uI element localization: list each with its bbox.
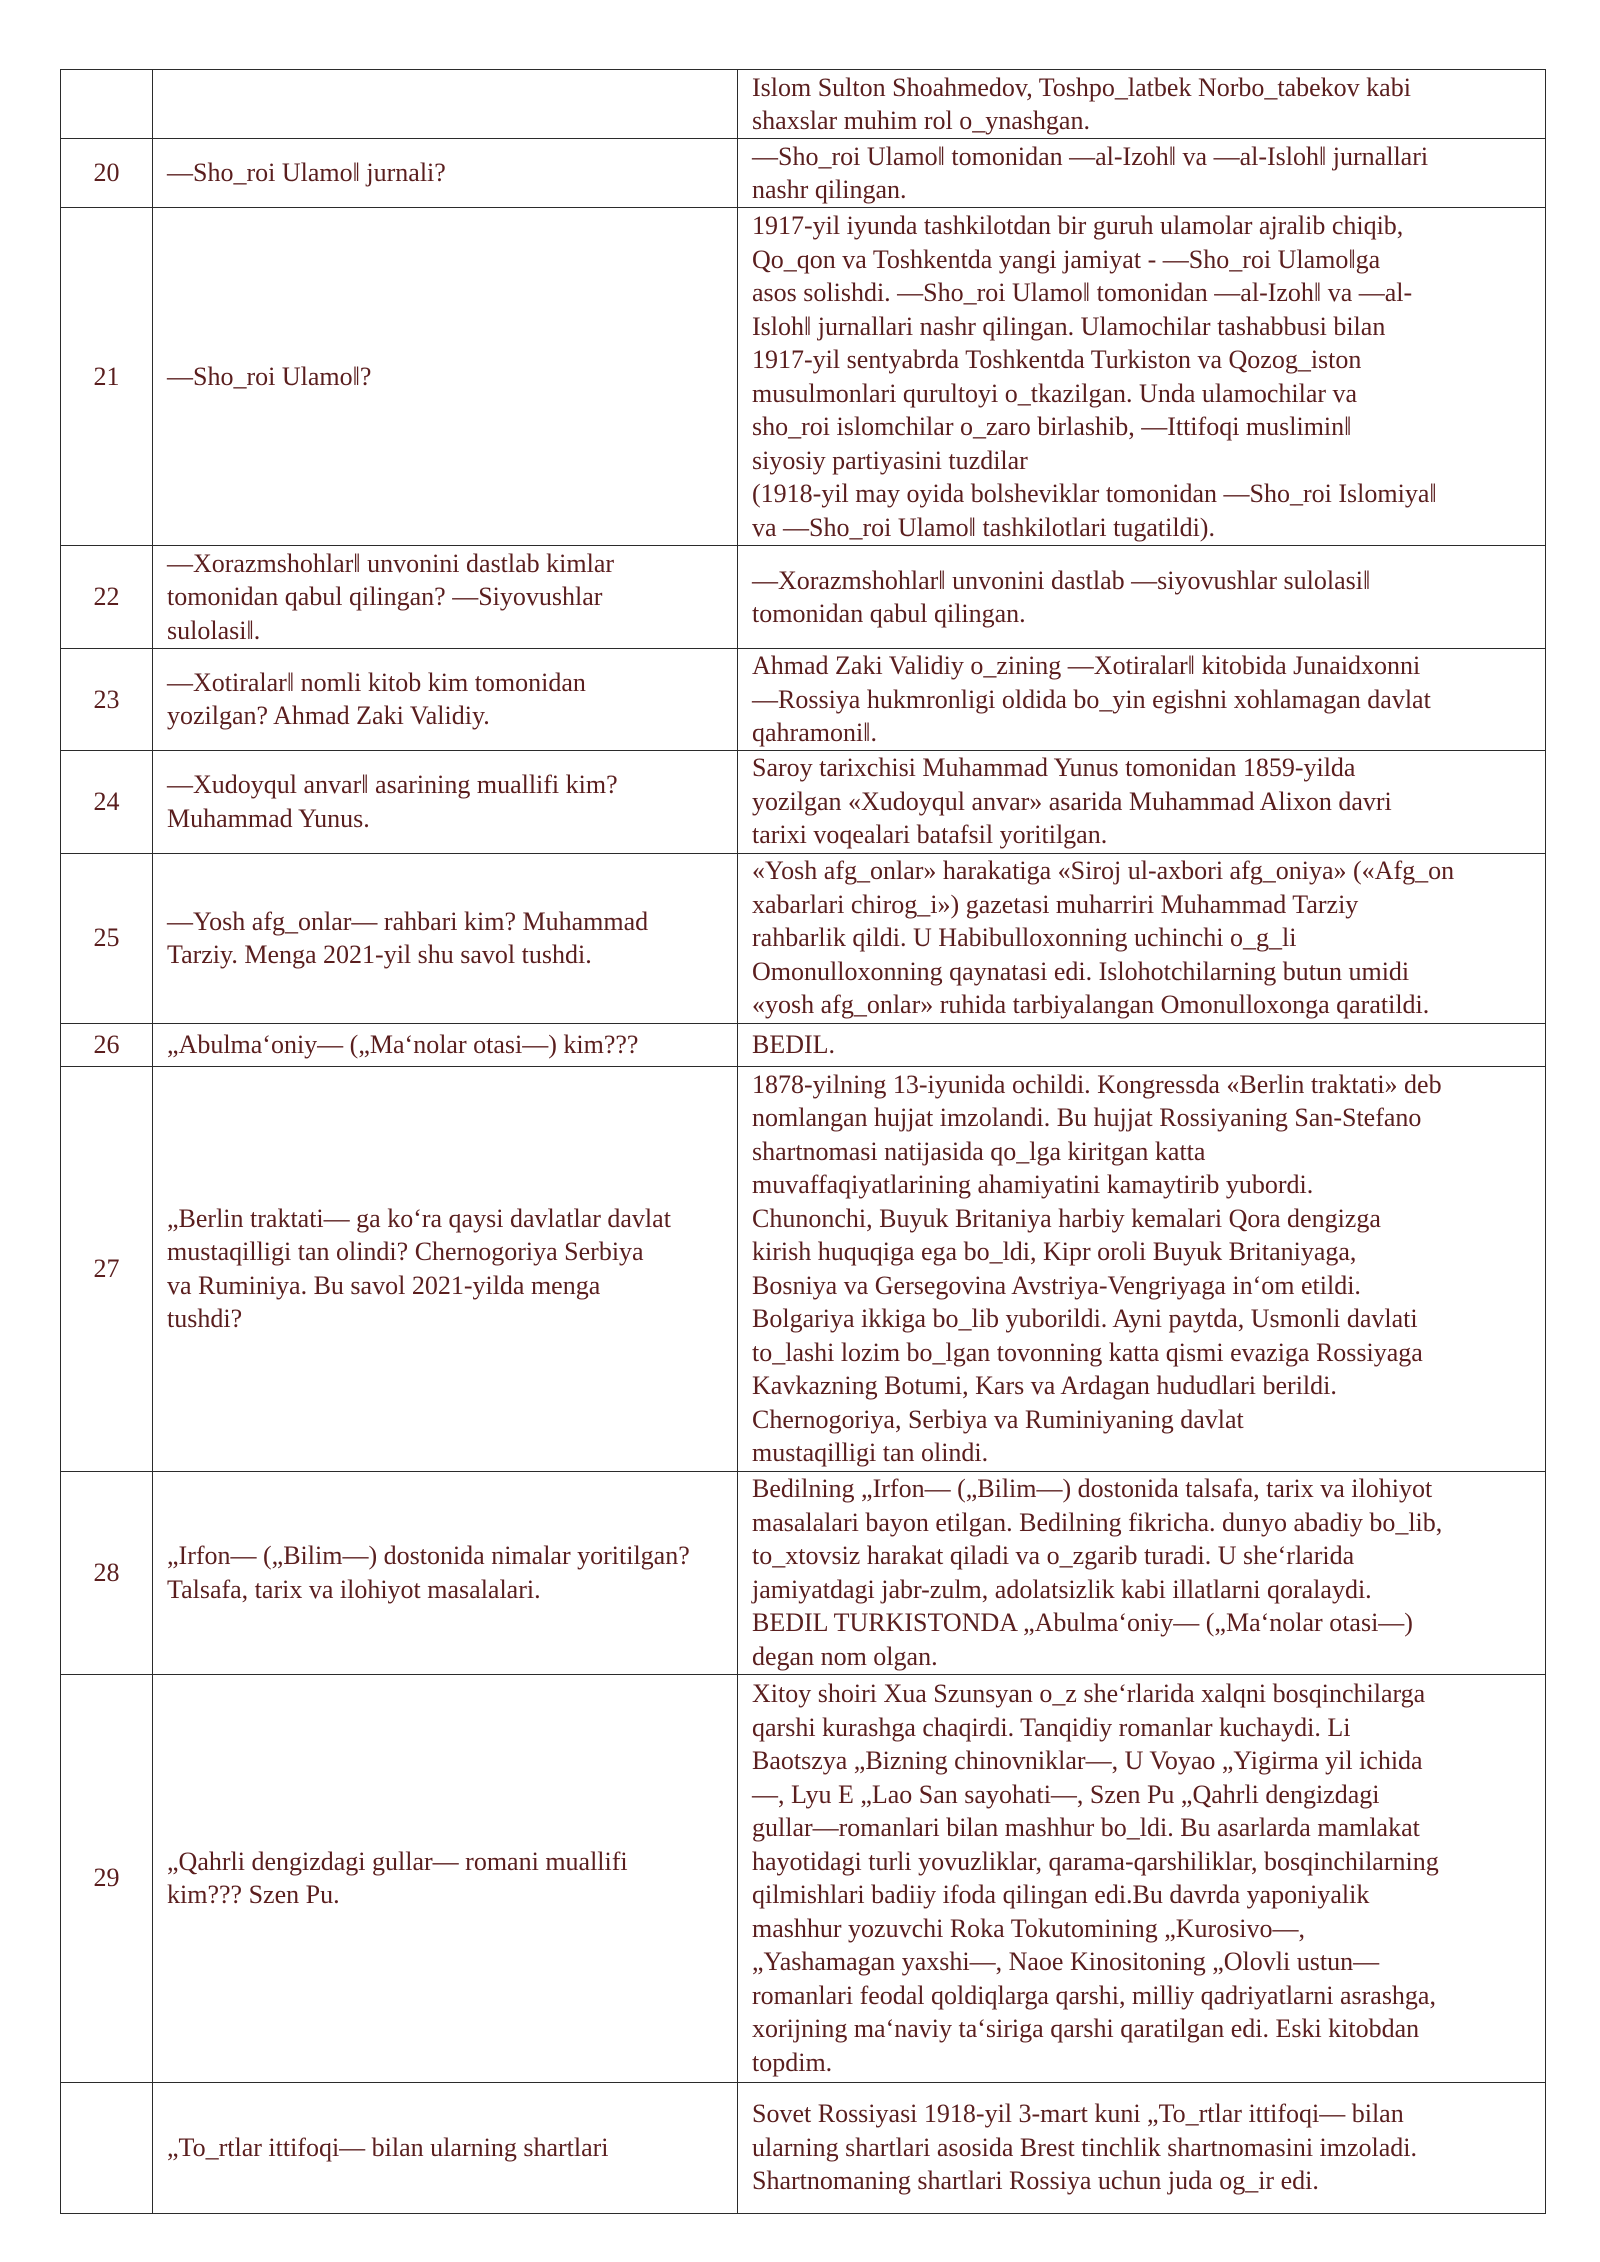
answer-cell: Ahmad Zaki Validiy o_zining —Xotiralar‖ kitobida Junaidxonni —Rossiya hukmronligi oldida bo_yin egishni xohlamagan davlat qahramoni‖. xyxy=(738,649,1546,751)
table-row xyxy=(61,208,1546,546)
table-row xyxy=(61,750,1546,853)
row-number: 29 xyxy=(61,1674,153,2082)
table-row xyxy=(61,1023,1546,1066)
question-cell: —Xorazmshohlar‖ unvonini dastlab kimlar tomonidan qabul qilingan? —Siyovushlar sulolasi‖. xyxy=(153,546,738,649)
table-row xyxy=(61,546,1546,649)
table-row xyxy=(61,649,1546,751)
table-row xyxy=(61,1066,1546,1471)
row-number xyxy=(61,2082,153,2213)
answer-cell: Xitoy shoiri Xua Szunsyan o_z she‘rlarida xalqni bosqinchilarga qarshi kurashga chaqirdi. Tanqidiy romanlar kuchaydi. Li Baotszya „Bizning chinovniklar—, U Voyao „Yigirma yil ichida —, Lyu E „Lao San sayohati—, Szen Pu „Qahrli dengizdagi gullar—romanlari bilan mashhur bo_ldi. Bu asarlarda mamlakat hayotidagi turli yovuzliklar, qarama-qarshiliklar, bosqinchilarning qilmishlari badiiy ifoda qilingan edi.Bu davrda yaponiyalik mashhur yozuvchi Roka Tokutomining „Kurosivo—, „Yashamagan yaxshi—, Naoe Kinositoning „Olovli ustun— romanlari feodal qoldiqlarga qarshi, milliy qadriyatlarni asrashga, xorijning ma‘naviy ta‘siriga qarshi qaratilgan edi. Eski kitobdan topdim. xyxy=(738,1674,1546,2082)
table-row xyxy=(61,2082,1546,2213)
row-number: 24 xyxy=(61,750,153,853)
row-number: 26 xyxy=(61,1023,153,1066)
row-number: 21 xyxy=(61,208,153,546)
table-row xyxy=(61,1471,1546,1674)
row-number: 20 xyxy=(61,139,153,208)
question-cell: —Yosh afg_onlar— rahbari kim? Muhammad Tarziy. Menga 2021-yil shu savol tushdi. xyxy=(153,853,738,1023)
table-row xyxy=(61,70,1546,139)
answer-cell: 1917-yil iyunda tashkilotdan bir guruh ulamolar ajralib chiqib, Qo_qon va Toshkentda yangi jamiyat - —Sho_roi Ulamo‖ga asos solishdi. —Sho_roi Ulamo‖ tomonidan —al-Izoh‖ va —al- Isloh‖ jurnallari nashr qilingan. Ulamochilar tashabbusi bilan 1917-yil sentyabrda Toshkentda Turkiston va Qozog_iston musulmonlari qurultoyi o_tkazilgan. Unda ulamochilar va sho_roi islomchilar o_zaro birlashib, —Ittifoqi muslimin‖ siyosiy partiyasini tuzdilar (1918-yil may oyida bolsheviklar tomonidan —Sho_roi Islomiya‖ va —Sho_roi Ulamo‖ tashkilotlari tugatildi). xyxy=(738,208,1546,546)
answer-cell: Islom Sulton Shoahmedov, Toshpo_latbek Norbo_tabekov kabi shaxslar muhim rol o_ynashgan. xyxy=(738,70,1546,139)
row-number: 27 xyxy=(61,1066,153,1471)
row-number xyxy=(61,70,153,139)
row-number: 25 xyxy=(61,853,153,1023)
question-cell: —Xudoyqul anvar‖ asarining muallifi kim? Muhammad Yunus. xyxy=(153,750,738,853)
question-cell: „To_rtlar ittifoqi— bilan ularning shartlari xyxy=(153,2082,738,2213)
question-cell: „Berlin traktati— ga ko‘ra qaysi davlatlar davlat mustaqilligi tan olindi? Chernogoriya Serbiya va Ruminiya. Bu savol 2021-yilda menga tushdi? xyxy=(153,1066,738,1471)
answer-cell: «Yosh afg_onlar» harakatiga «Siroj ul-axbori afg_oniya» («Afg_on xabarlari chirog_i») gazetasi muharriri Muhammad Tarziy rahbarlik qildi. U Habibulloxonning uchinchi o_g_li Omonulloxonning qaynatasi edi. Islohotchilarning butun umidi «yosh afg_onlar» ruhida tarbiyalangan Omonulloxonga qaratildi. xyxy=(738,853,1546,1023)
answer-cell: —Sho_roi Ulamo‖ tomonidan —al-Izoh‖ va —al-Isloh‖ jurnallari nashr qilingan. xyxy=(738,139,1546,208)
question-cell: „Irfon— („Bilim—) dostonida nimalar yoritilgan? Talsafa, tarix va ilohiyot masalalari. xyxy=(153,1471,738,1674)
question-cell xyxy=(153,70,738,139)
qa-table xyxy=(60,69,1546,2214)
answer-cell: Sovet Rossiyasi 1918-yil 3-mart kuni „To_rtlar ittifoqi— bilan ularning shartlari asosida Brest tinchlik shartnomasini imzoladi. Shartnomaning shartlari Rossiya uchun juda og_ir edi. xyxy=(738,2082,1546,2213)
answer-cell: BEDIL. xyxy=(738,1023,1546,1066)
row-number: 23 xyxy=(61,649,153,751)
table-row xyxy=(61,853,1546,1023)
table-row xyxy=(61,139,1546,208)
question-cell: „Qahrli dengizdagi gullar— romani muallifi kim??? Szen Pu. xyxy=(153,1674,738,2082)
row-number: 28 xyxy=(61,1471,153,1674)
answer-cell: —Xorazmshohlar‖ unvonini dastlab —siyovushlar sulolasi‖ tomonidan qabul qilingan. xyxy=(738,546,1546,649)
question-cell: —Sho_roi Ulamo‖? xyxy=(153,208,738,546)
question-cell: —Xotiralar‖ nomli kitob kim tomonidan yozilgan? Ahmad Zaki Validiy. xyxy=(153,649,738,751)
answer-cell: 1878-yilning 13-iyunida ochildi. Kongressda «Berlin traktati» deb nomlangan hujjat imzolandi. Bu hujjat Rossiyaning San-Stefano shartnomasi natijasida qo_lga kiritgan katta muvaffaqiyatlarining ahamiyatini kamaytirib yubordi. Chunonchi, Buyuk Britaniya harbiy kemalari Qora dengizga kirish huquqiga ega bo_ldi, Kipr oroli Buyuk Britaniyaga, Bosniya va Gersegovina Avstriya-Vengriyaga in‘om etildi. Bolgariya ikkiga bo_lib yuborildi. Ayni paytda, Usmonli davlati to_lashi lozim bo_lgan tovonning katta qismi evaziga Rossiyaga Kavkazning Botumi, Kars va Ardagan hududlari berildi. Chernogoriya, Serbiya va Ruminiyaning davlat mustaqilligi tan olindi. xyxy=(738,1066,1546,1471)
answer-cell: Saroy tarixchisi Muhammad Yunus tomonidan 1859-yilda yozilgan «Xudoyqul anvar» asarida Muhammad Alixon davri tarixi voqealari batafsil yoritilgan. xyxy=(738,750,1546,853)
row-number: 22 xyxy=(61,546,153,649)
table-row xyxy=(61,1674,1546,2082)
question-cell: „Abulma‘oniy— („Ma‘nolar otasi—) kim??? xyxy=(153,1023,738,1066)
question-cell: —Sho_roi Ulamo‖ jurnali? xyxy=(153,139,738,208)
answer-cell: Bedilning „Irfon— („Bilim—) dostonida talsafa, tarix va ilohiyot masalalari bayon etilgan. Bedilning fikricha. dunyo abadiy bo_lib, to_xtovsiz harakat qiladi va o_zgarib turadi. U she‘rlarida jamiyatdagi jabr-zulm, adolatsizlik kabi illatlarni qoralaydi. BEDIL TURKISTONDA „Abulma‘oniy— („Ma‘nolar otasi—) degan nom olgan. xyxy=(738,1471,1546,1674)
